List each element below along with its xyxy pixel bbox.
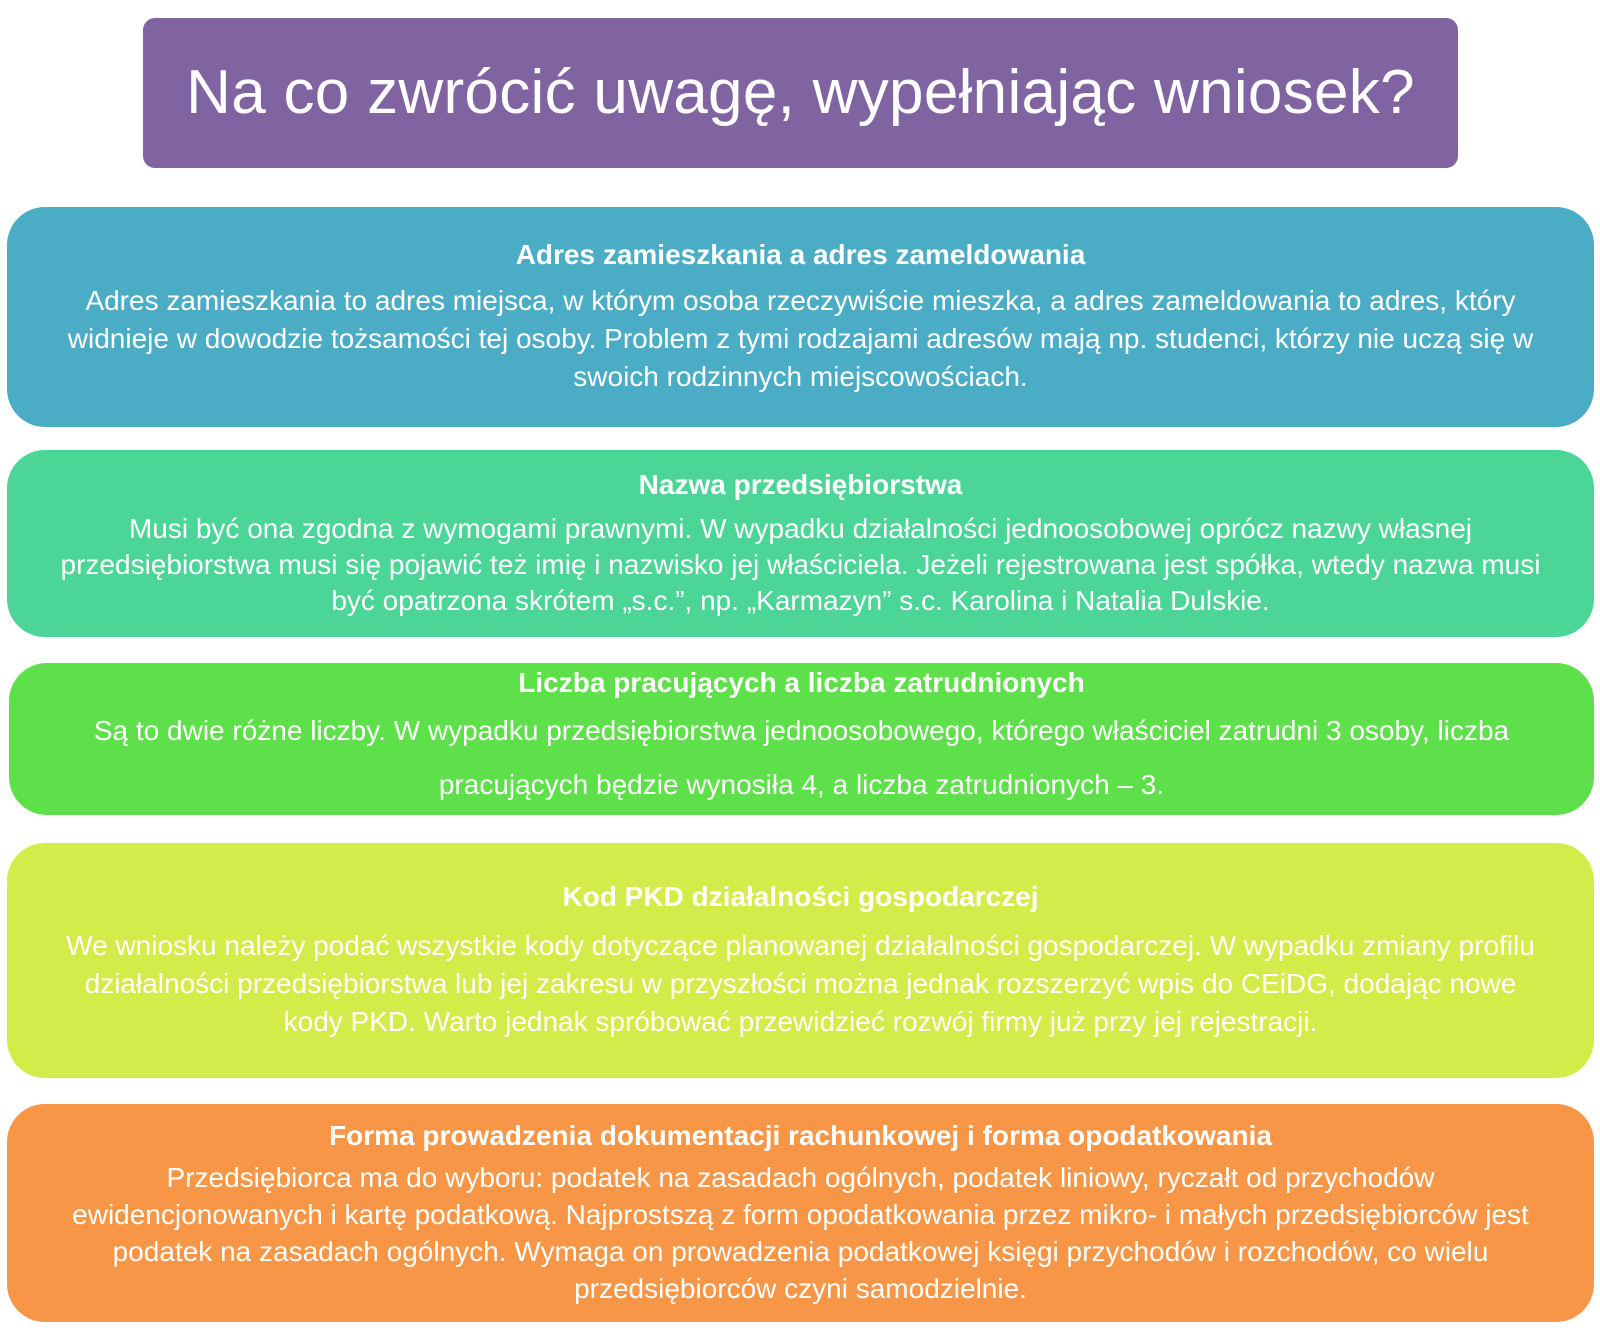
title-banner — [143, 18, 1458, 168]
card-heading: Nazwa przedsiębiorstwa — [638, 468, 963, 500]
card-employees — [9, 663, 1594, 815]
card-pkd-code — [7, 843, 1594, 1078]
card-taxation — [7, 1104, 1594, 1322]
card-body: We wniosku należy podać wszystkie kody dotyczące planowanej działalności gospodarczej. W wypadku zmiany profilu działalności przedsiębiorstwa lub jej zakresu w przyszłości można jednak rozszerzyć wpis do CEiDG, dodając nowe kody PKD. Warto jednak spróbować przewidzieć rozwój firmy już przy jej rejestracji. — [66, 930, 1535, 1038]
card-heading: Kod PKD działalności gospodarczej — [562, 880, 1039, 912]
card-heading: Forma prowadzenia dokumentacji rachunkowej i forma opodatkowania — [329, 1120, 1272, 1152]
page-title: Na co zwrócić uwagę, wypełniając wniosek? — [186, 58, 1415, 127]
card-body: Adres zamieszkania to adres miejsca, w którym osoba rzeczywiście mieszka, a adres zameldowania to adres, który widnieje w dowodzie tożsamości tej osoby. Problem z tymi rodzajami adresów mają np. studenci, którzy nie uczą się w swoich rodzinnych miejscowościach. — [67, 284, 1534, 392]
card-body: Musi być ona zgodna z wymogami prawnymi. W wypadku działalności jednoosobowej oprócz nazwy własnej przedsiębiorstwa musi się pojawić też imię i nazwisko jej właściciela. Jeżeli rejestrowana jest spółka, wtedy nazwa musi być opatrzona skrótem „s.c.”, np. „Karmazyn” s.c. Karolina i Natalia Dulskie. — [60, 513, 1541, 617]
card-company-name — [7, 450, 1594, 637]
card-body: Są to dwie różne liczby. W wypadku przedsiębiorstwa jednoosobowego, którego właściciel zatrudni 3 osoby, liczba pracujących będzie wynosiła 4, a liczba zatrudnionych – 3. — [93, 714, 1510, 800]
card-address — [7, 207, 1594, 427]
card-heading: Liczba pracujących a liczba zatrudnionych — [518, 667, 1085, 699]
card-body: Przedsiębiorca ma do wyboru: podatek na zasadach ogólnych, podatek liniowy, ryczałt od przychodów ewidencjonowanych i kartę podatkową. Najprostszą z form opodatkowania przez mikro- i małych przedsiębiorców jest podatek na zasadach ogólnych. Wymaga on prowadzenia podatkowej księgi przychodów i rozchodów, co wielu przedsiębiorców czyni samodzielnie. — [72, 1161, 1529, 1304]
card-heading: Adres zamieszkania a adres zameldowania — [515, 239, 1086, 271]
